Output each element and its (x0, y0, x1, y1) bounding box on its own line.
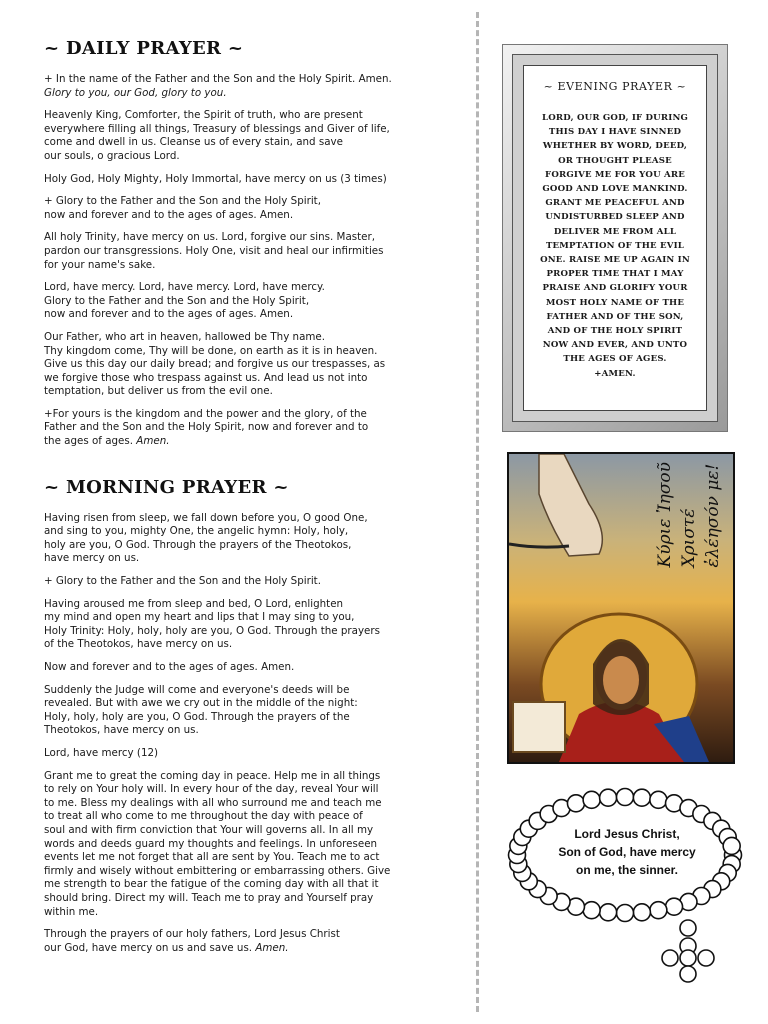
rosary-bead (617, 789, 634, 806)
rosary-bead (633, 789, 650, 806)
rosary-bead (633, 904, 650, 921)
evening-prayer-text: LORD, OUR GOD, IF DURING THIS DAY I HAVE SINNED WHETHER BY WORD, DEED, OR THOUGHT PLEASE FORGIVE ME FOR YOU ARE GOOD AND LOVE MANKIND. GRANT ME PEACEFUL AND UNDISTURBED SLEEP AND DELIVER ME FROM ALL TEMPTATION OF THE EVIL ONE. RAISE ME UP AGAIN IN PROPER TIME THAT I MAY PRAISE AND GLORIFY YOUR MOST HOLY NAME OF THE FATHER AND OF THE SON, AND OF THE HOLY SPIRIT NOW AND EVER, AND UNTO THE AGES OF AGES. +AMEN. (540, 113, 690, 379)
daily-paragraph-4: + Glory to the Father and the Son and the Holy Spirit, now and forever and to the ages of ages. Amen. (44, 195, 321, 221)
morning-paragraph-3: Having aroused me from sleep and bed, O Lord, enlighten my mind and open my heart and lips that I may sing to you, Holy Trinity: Holy, holy, holy are you, O God. Through the prayers of the Theotokos, have mercy on us. (44, 597, 380, 651)
rosary-bead (680, 966, 696, 982)
daily-paragraph-3: Holy God, Holy Mighty, Holy Immortal, have mercy on us (3 times) (44, 172, 387, 185)
daily-p8-italic: Amen. (136, 435, 170, 448)
daily-paragraph-2: Heavenly King, Comforter, the Spirit of truth, who are present everywhere filling all things, Treasury of blessings and Giver of life, come and dwell in us. Cleanse us of every stain, and save our souls, o gracious Lord. (44, 109, 390, 162)
daily-p1-italic: Glory to you, our God, glory to you. (44, 86, 227, 99)
morning-p8-italic: Amen. (255, 941, 289, 954)
morning-paragraph-2: + Glory to the Father and the Son and the Holy Spirit. (44, 575, 321, 588)
rosary-bead (583, 791, 600, 808)
greek-jesus-prayer-text: Κύριε Ἰησοῦ Χριστέ ἐλέησόν με! (655, 462, 723, 568)
morning-paragraph-1: Having risen from sleep, we fall down before you, O good One, and sing to you, mighty One, the angelic hymn: Holy, holy, holy are you, O God. Through the prayers of the Theotokos, have mercy on us. (44, 511, 368, 565)
daily-prayer-heading: ~ DAILY PRAYER ~ (44, 38, 244, 59)
rosary-bead (583, 902, 600, 919)
daily-paragraph-6: Lord, have mercy. Lord, have mercy. Lord, have mercy. Glory to the Father and the Son and the Holy Spirit, now and forever and to the ages of ages. Amen. (44, 281, 325, 321)
morning-paragraph-4: Now and forever and to the ages of ages. Amen. (44, 661, 295, 673)
morning-paragraph-5: Suddenly the Judge will come and everyone's deeds will be revealed. But with awe we cry out in the middle of the night: Holy, holy, holy are you, O God. Through the prayers of the Theotokos, have mercy on us. (44, 683, 358, 737)
evening-prayer-title: ~ EVENING PRAYER ~ (543, 80, 687, 93)
rosary-bead (650, 791, 667, 808)
rosary-bead (698, 950, 714, 966)
morning-paragraph-6: Lord, have mercy (12) (44, 746, 159, 759)
rosary-bead (567, 795, 584, 812)
morning-p8-text: Through the prayers of our holy fathers, Lord Jesus Christ our God, have mercy on us and save us. (44, 928, 340, 954)
rosary-bead (600, 789, 617, 806)
rosary-bead (650, 902, 667, 919)
rosary-bead (680, 950, 696, 966)
daily-p1-text: + In the name of the Father and the Son and the Holy Spirit. Amen. (44, 73, 392, 85)
daily-paragraph-7: Our Father, who art in heaven, hallowed be Thy name. Thy kingdom come, Thy will be done, on earth as it is in heaven. Give us this day our daily bread; and forgive us our trespasses, as we forgive those who trespass against us. And lead us not into temptation, but deliver us from the evil one. (44, 330, 386, 398)
rosary-bead (662, 950, 678, 966)
daily-paragraph-5: All holy Trinity, have mercy on us. Lord, forgive our sins. Master, pardon our transgressions. Holy One, visit and heal our infirmities for your name's sake. (44, 231, 384, 271)
daily-p8-text: +For yours is the kingdom and the power and the glory, of the Father and the Son and the Holy Spirit, now and forever and to the ages of ages. (44, 407, 369, 448)
rosary-bead (680, 920, 696, 936)
rosary-bead (600, 904, 617, 921)
rosary-bead (617, 905, 634, 922)
jesus-prayer-text: Lord Jesus Christ, Son of God, have mercy on me, the sinner. (558, 827, 696, 877)
rosary-bead (666, 898, 683, 915)
morning-prayer-heading: ~ MORNING PRAYER ~ (44, 476, 289, 498)
morning-paragraph-7: Grant me to great the coming day in peace. Help me in all things to rely on Your holy will. In every hour of the day, reveal Your will to me. Bless my dealings with all who surround me and teach me to treat all who come to me throughout the day with peace of soul and with firm conviction that Your will governs all. In all my words and deeds guard my thoughts and feelings. In unforeseen events let me not forget that all are sent by You. Teach me to act firmly and wisely without embittering or embarrassing others. Give me strength to bear the fatigue of the coming day with all that it should bring. Direct my will. Teach me to pray and Yourself pray within me. (44, 769, 391, 918)
